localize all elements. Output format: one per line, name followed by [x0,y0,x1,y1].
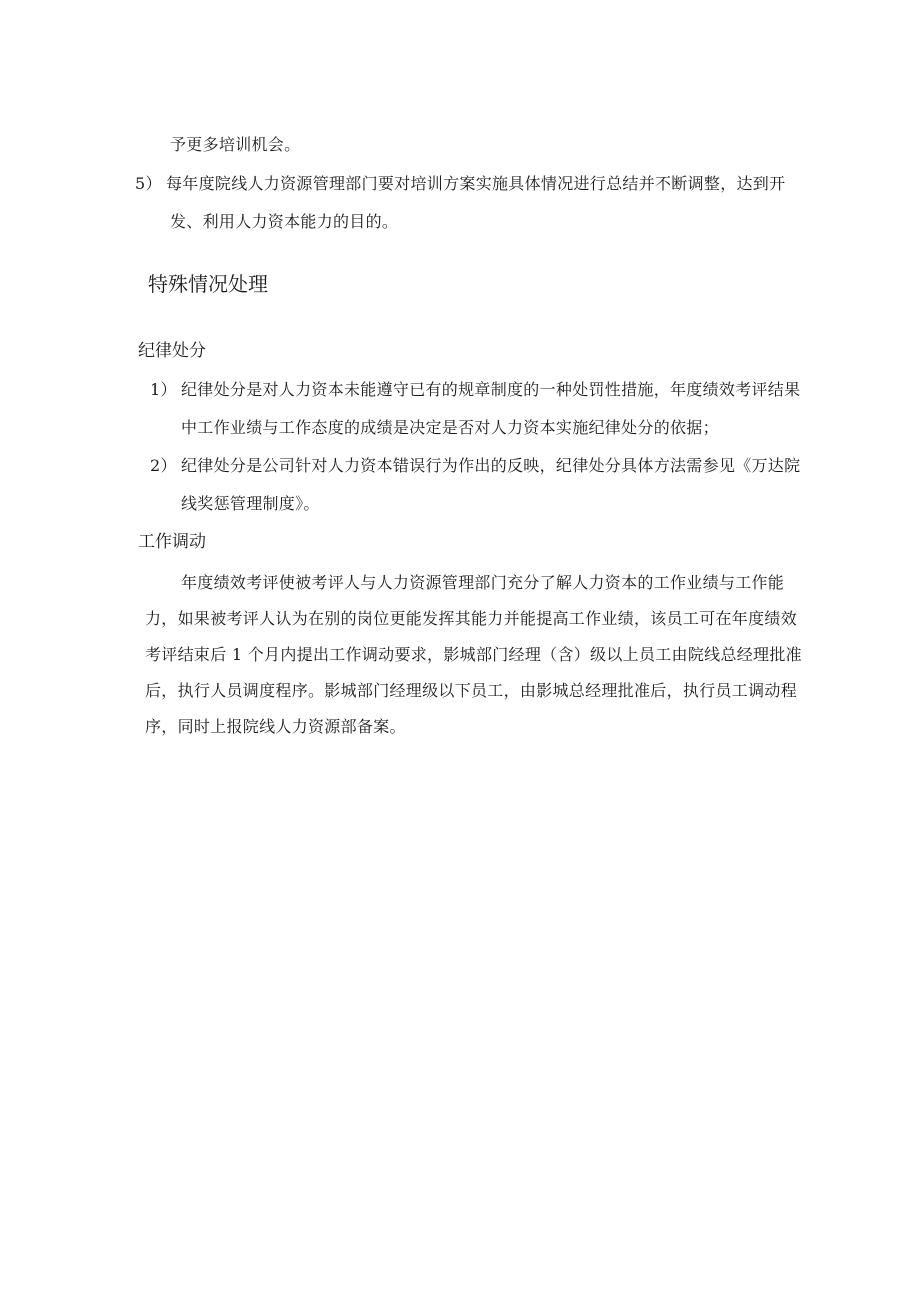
training-item4-continuation: 予更多培训机会。 [170,135,301,154]
transfer-paragraph-line5: 序，同时上报院线人力资源部备案。 [145,717,406,736]
transfer-paragraph-line4: 后，执行人员调度程序。影城部门经理级以下员工，由影城总经理批准后，执行员工调动程 [145,681,798,700]
subsection-title-transfer: 工作调动 [138,532,206,552]
section-title-special-handling: 特殊情况处理 [148,272,268,296]
discipline-item1-marker: 1） [150,380,177,399]
discipline-item1-line1: 纪律处分是对人力资本未能遵守已有的规章制度的一种处罚性措施，年度绩效考评结果 [181,380,801,399]
training-item5-marker: 5） [135,174,162,193]
discipline-item2-line1: 纪律处分是公司针对人力资本错误行为作出的反映，纪律处分具体方法需参见《万达院 [181,456,801,475]
transfer-paragraph-line1: 年度绩效考评使被考评人与人力资源管理部门充分了解人力资本的工作业绩与工作能 [181,573,785,592]
transfer-paragraph-line2: 力，如果被考评人认为在别的岗位更能发挥其能力并能提高工作业绩，该员工可在年度绩效 [145,609,798,628]
subsection-title-discipline: 纪律处分 [138,341,206,361]
discipline-item2-marker: 2） [150,456,177,475]
discipline-item1-line2: 中工作业绩与工作态度的成绩是决定是否对人力资本实施纪律处分的依据； [181,418,719,437]
training-item5-line2: 发、利用人力资本能力的目的。 [170,212,399,231]
training-item5-line1: 每年度院线人力资源管理部门要对培训方案实施具体情况进行总结并不断调整，达到开 [166,174,786,193]
transfer-paragraph-line3: 考评结束后 1 个月内提出工作调动要求，影城部门经理（含）级以上员工由院线总经理批准 [145,645,802,664]
discipline-item2-line2: 线奖惩管理制度》。 [181,494,320,513]
